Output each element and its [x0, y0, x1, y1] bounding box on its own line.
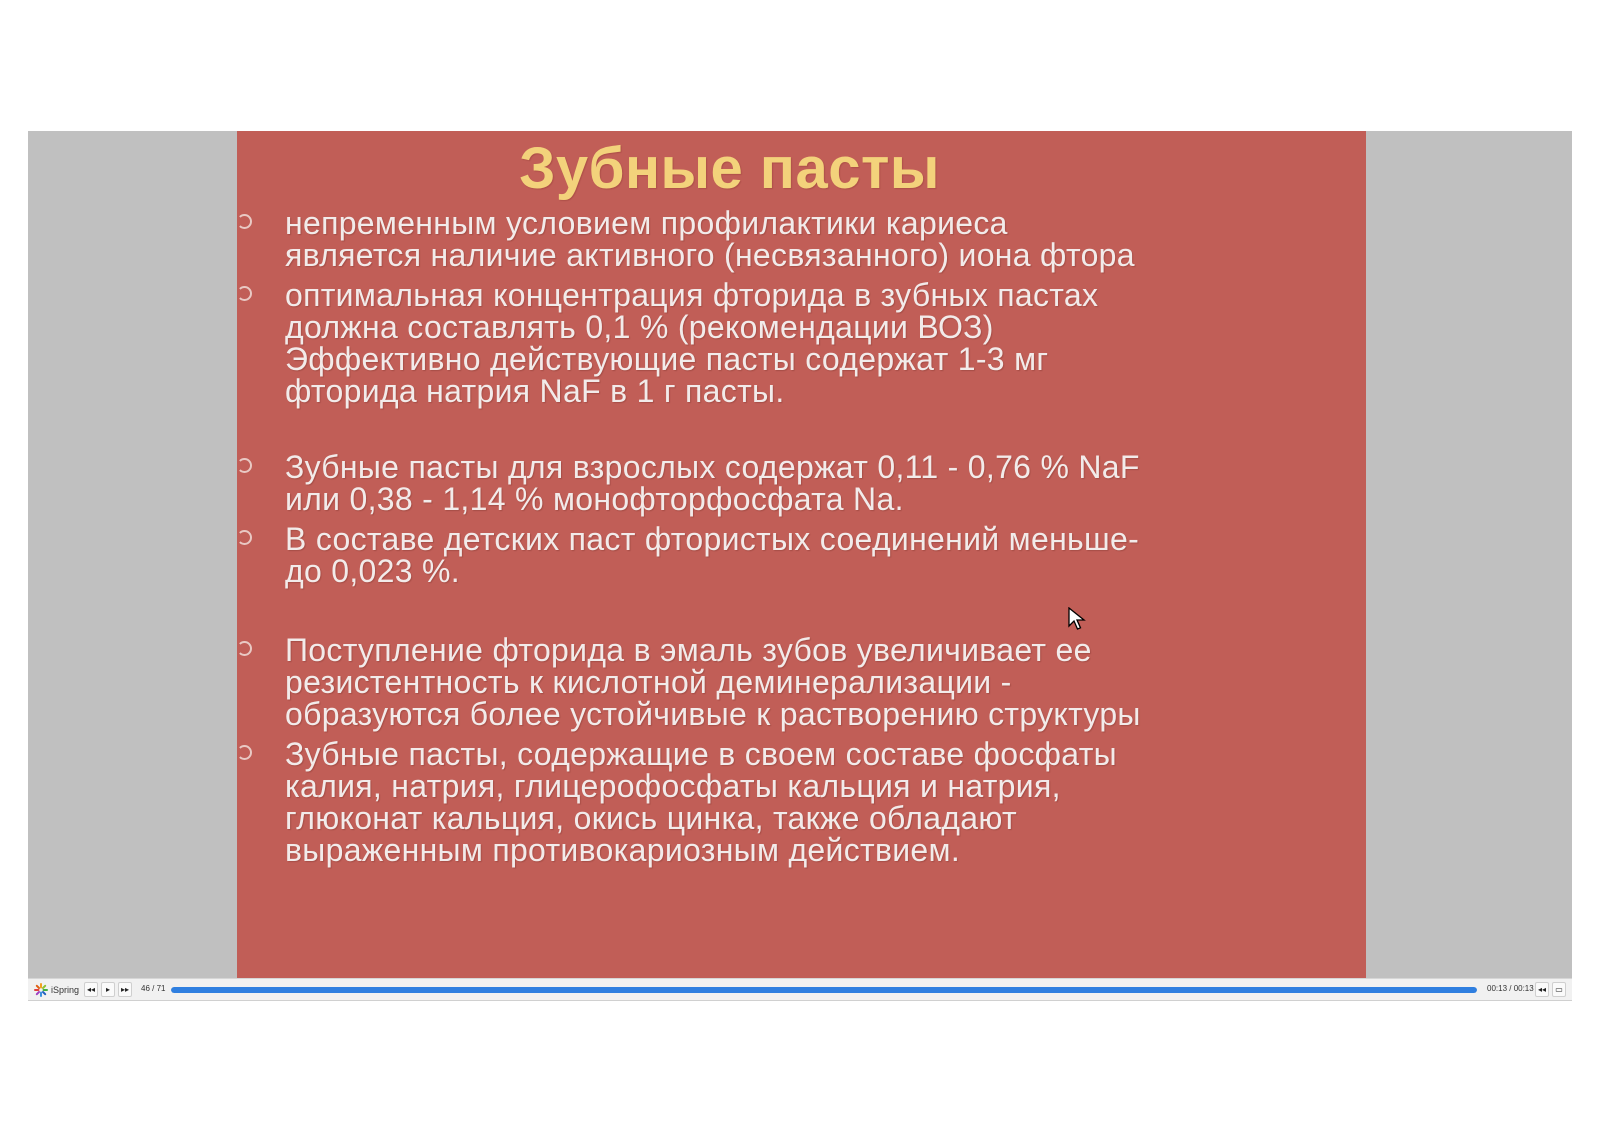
- play-button[interactable]: [101, 982, 115, 997]
- bullet-line: должна составлять 0,1 % (рекомендации ВОЗ): [285, 309, 994, 345]
- player-control-bar: [28, 978, 1572, 1001]
- bullet-marker-icon: [237, 530, 252, 545]
- logo-text: iSpring: [51, 985, 80, 995]
- play-icon: ▸: [105, 985, 110, 994]
- bullet-line: резистентность к кислотной деминерализации -: [285, 664, 1012, 700]
- slide-counter: 46 / 71: [141, 984, 166, 993]
- bullet-line: является наличие активного (несвязанного) иона фтора: [285, 237, 1135, 273]
- bullet-line: выраженным противокариозным действием.: [285, 832, 961, 868]
- bullet-item: [285, 523, 1355, 587]
- bullet-item: [285, 207, 1355, 271]
- progress-fill: [171, 987, 1477, 993]
- bullet-marker-icon: [237, 458, 252, 473]
- fullscreen-icon: ▭: [1555, 985, 1563, 994]
- bullet-line: Поступление фторида в эмаль зубов увеличивает ее: [285, 632, 1092, 668]
- bullet-line: Эффективно действующие пасты содержат 1-3 мг: [285, 341, 1049, 377]
- bullet-line: непременным условием профилактики кариеса: [285, 205, 1008, 241]
- bullet-marker-icon: [237, 745, 252, 760]
- bullet-line: калия, натрия, глицерофосфаты кальция и натрия,: [285, 768, 1061, 804]
- bullet-line: образуются более устойчивые к растворению структуры: [285, 696, 1141, 732]
- bullet-line: В составе детских паст фтористых соединений меньше-: [285, 521, 1140, 557]
- bullet-line: до 0,023 %.: [285, 553, 460, 589]
- rewind-icon: ◂◂: [86, 985, 96, 994]
- bullet-line: или 0,38 - 1,14 % монофторфосфата Na.: [285, 481, 904, 517]
- fast-forward-icon: ▸▸: [120, 985, 130, 994]
- bullet-line: глюконат кальция, окись цинка, также обладают: [285, 800, 1017, 836]
- presentation-player: [28, 131, 1572, 1001]
- volume-icon: ◂◂: [1537, 985, 1547, 994]
- slide-title: Зубные пасты: [519, 136, 940, 201]
- bullet-item: [285, 451, 1355, 515]
- bullet-marker-icon: [237, 214, 252, 229]
- bullet-marker-icon: [237, 286, 252, 301]
- bullet-line: оптимальная концентрация фторида в зубных пастах: [285, 277, 1099, 313]
- next-slide-button[interactable]: [118, 982, 132, 997]
- progress-bar[interactable]: [171, 987, 1477, 993]
- ispring-logo-icon: [34, 983, 48, 997]
- bullet-item: [285, 634, 1355, 730]
- ispring-logo: [34, 982, 79, 998]
- mouse-cursor-icon: [1068, 607, 1086, 631]
- bullet-line: Зубные пасты для взрослых содержат 0,11 - 0,76 % NaF: [285, 449, 1140, 485]
- fullscreen-button[interactable]: [1552, 982, 1566, 997]
- time-display: 00:13 / 00:13: [1487, 984, 1534, 993]
- bullet-marker-icon: [237, 641, 252, 656]
- volume-button[interactable]: [1535, 982, 1549, 997]
- bullet-item: [285, 738, 1355, 866]
- bullet-line: фторида натрия NaF в 1 г пасты.: [285, 373, 785, 409]
- slide: [237, 131, 1366, 978]
- previous-slide-button[interactable]: [84, 982, 98, 997]
- bullet-line: Зубные пасты, содержащие в своем составе фосфаты: [285, 736, 1117, 772]
- bullet-item: [285, 279, 1355, 407]
